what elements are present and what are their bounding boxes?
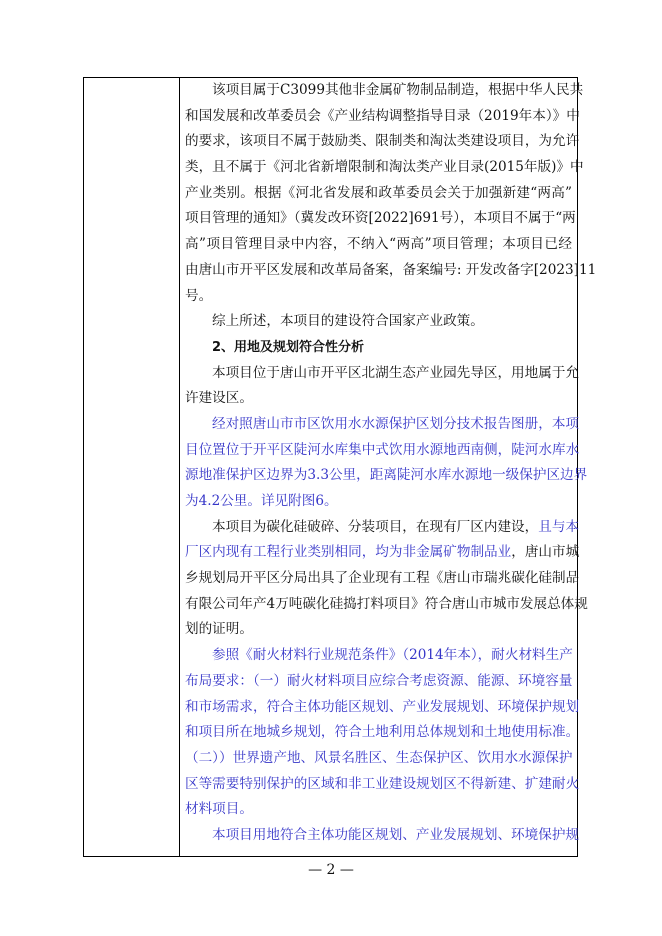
highlighted-text: 参照《耐火材料行业规范条件》（2014年本），耐火材料生产 [212, 647, 573, 664]
body-text: 和国发展和改革委员会《产业结构调整指导目录（2019年本）》中 [185, 107, 580, 124]
highlighted-text: 材料项目。 [185, 801, 253, 818]
text-line [185, 104, 580, 130]
text-line [185, 258, 597, 284]
text-line [185, 438, 580, 464]
content-table [83, 77, 597, 857]
body-text: 本项目为碳化硅破碎、分装项目，在现有厂区内建设， [212, 518, 539, 535]
text-line [185, 695, 580, 721]
text-line [185, 78, 584, 104]
text-line [185, 206, 576, 232]
body-text: 本项目位于唐山市开平区北湖生态产业园先导区，用地属于允 [212, 364, 580, 381]
body-text: 综上所述，本项目的建设符合国家产业政策。 [212, 313, 484, 330]
text-line [185, 643, 572, 669]
highlighted-text: 为4.2公里。详见附图6。 [185, 493, 338, 509]
text-line [185, 284, 572, 310]
text-line [185, 386, 572, 412]
text-line [185, 823, 580, 849]
highlighted-text: 源地准保护区边界为3.3公里，距离陡河水库水源地一级保护区边界 [185, 467, 588, 484]
table-content-column [185, 78, 597, 849]
highlighted-text: 和市场需求，符合主体功能区规划、产业发展规划、环境保护规划 [185, 698, 580, 715]
highlighted-text: 布局要求：（一）耐火材料项目应综合考虑资源、能源、环境容量 [185, 672, 573, 689]
section-heading [185, 335, 572, 361]
text-line [185, 489, 572, 515]
text-line [185, 797, 572, 823]
table-label-column [84, 78, 180, 856]
text-line [185, 129, 580, 155]
highlighted-text: （二））世界遗产地、风景名胜区、生态保护区、饮用水水源保护 [185, 749, 573, 766]
text-line [185, 592, 588, 618]
body-text: 号。 [185, 287, 213, 304]
body-text: 产业类别。根据《河北省发展和政革委员会关于加强新建“两高” [185, 184, 572, 201]
body-text: 类，且不属于《河北省新增限制和淘汰类产业目录(2015年版)》中 [185, 159, 584, 176]
body-text: 划的证明。 [185, 621, 253, 638]
text-line [185, 232, 572, 258]
highlighted-text: 经对照唐山市市区饮用水水源保护区划分技术报告图册，本项 [212, 415, 580, 432]
body-text: 由唐山市开平区发展和改革局备案，备案编号: 开发改备字[2023]11 [185, 261, 597, 278]
text-line [185, 746, 572, 772]
text-line [185, 309, 572, 335]
body-text: 许建设区。 [185, 390, 253, 407]
page-number: — 2 — [308, 862, 354, 878]
text-line [185, 181, 572, 207]
highlighted-text: 区等需要特别保护的区域和非工业建设规划区不得新建、扩建耐火 [185, 775, 580, 792]
text-line [185, 540, 580, 566]
highlighted-text: 厂区内现有工程行业类别相同，均为非金属矿物制品业 [185, 544, 512, 561]
text-line [185, 515, 580, 541]
body-text: ，唐山市城 [511, 544, 580, 561]
text-line [185, 412, 580, 438]
body-text: 2、用地及规划符合性分析 [212, 339, 365, 355]
body-text: 的要求，该项目不属于鼓励类、限制类和淘汰类建设项目，为允许 [185, 133, 580, 150]
text-line [185, 463, 588, 489]
text-line [185, 669, 572, 695]
text-line [185, 772, 580, 798]
body-text: 乡规划局开平区分局出具了企业现有工程《唐山市瑞兆碳化硅制品 [185, 570, 580, 587]
highlighted-text: 目位置位于开平区陡河水库集中式饮用水源地西南侧，陡河水库水 [185, 441, 580, 458]
text-line [185, 361, 580, 387]
text-line [185, 566, 580, 592]
text-line [185, 155, 584, 181]
text-line [185, 720, 580, 746]
body-text: 高”项目管理目录中内容，不纳入“两高”项目管理；本项目已经 [185, 236, 572, 253]
highlighted-text: 本项目用地符合主体功能区规划、产业发展规划、环境保护规 [212, 826, 580, 843]
body-text: 该项目属于C3099其他非金属矿物制品制造，根据中华人民共 [212, 82, 584, 98]
highlighted-text: 和项目所在地城乡规划，符合土地利用总体规划和土地使用标准。 [185, 724, 580, 741]
body-text: 项目管理的通知》（冀发改环资[2022]691号），本项目不属于“两 [185, 210, 576, 227]
highlighted-text: 且与本 [538, 518, 580, 535]
text-line [185, 617, 572, 643]
body-text: 有限公司年产4万吨碳化硅捣打料项目》符合唐山市城市发展总体规 [185, 595, 588, 612]
